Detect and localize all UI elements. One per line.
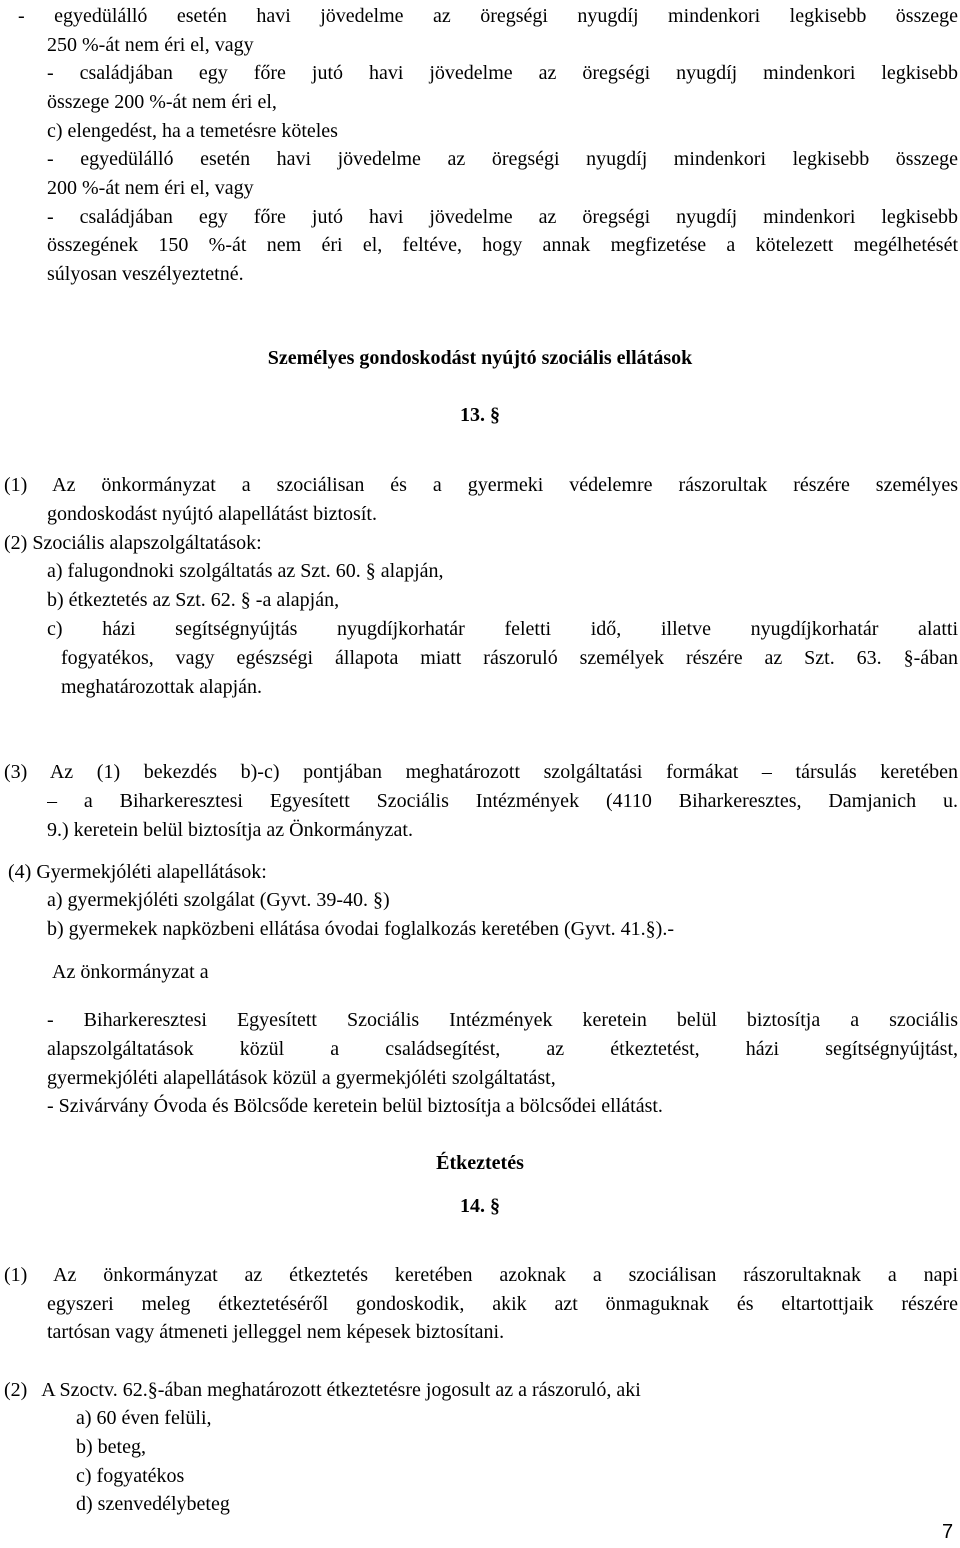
s14-p1-line-1: (1) Az önkormányzat az étkeztetés keretében azoknak a szociálisan rászorultaknak a napi: [4, 1264, 958, 1286]
intro-line-4: összege 200 %-át nem éri el,: [47, 91, 277, 113]
s13-p4-heading: (4) Gyermekjóléti alapellátások:: [8, 861, 267, 883]
intro-line-3: - családjában egy főre jutó havi jövedelme az öregségi nyugdíj mindenkori legkisebb: [47, 62, 958, 84]
intro-line-6: - egyedülálló esetén havi jövedelme az öregségi nyugdíj mindenkori legkisebb összege: [47, 148, 958, 170]
section-14-heading: Étkeztetés: [436, 1152, 524, 1174]
s13-p5: Az önkormányzat a: [52, 961, 209, 983]
s13-p4-item-a: a) gyermekjóléti szolgálat (Gyvt. 39-40. §): [47, 889, 390, 911]
s13-p6-line-1: - Biharkeresztesi Egyesített Szociális Intézmények keretein belül biztosítja a szociális: [47, 1009, 958, 1031]
s14-p2-heading: (2) A Szoctv. 62.§-ában meghatározott étkeztetésre jogosult az a rászoruló, aki: [4, 1379, 641, 1401]
intro-line-7: 200 %-át nem éri el, vagy: [47, 177, 254, 199]
s13-p3-line-1: (3) Az (1) bekezdés b)-c) pontjában meghatározott szolgáltatási formákat – társulás keretében: [4, 761, 958, 783]
s13-p6-line-2: alapszolgáltatások közül a családsegítést, az étkeztetést, házi segítségnyújtást,: [47, 1038, 958, 1060]
s14-p2-item-a: a) 60 éven felüli,: [76, 1407, 212, 1429]
s13-p4-item-b: b) gyermekek napközbeni ellátása óvodai foglalkozás keretében (Gyvt. 41.§).-: [47, 918, 674, 940]
s14-p2-item-d: d) szenvedélybeteg: [76, 1493, 230, 1515]
s13-p3-line-2: – a Biharkeresztesi Egyesített Szociális Intézmények (4110 Biharkeresztes, Damjanich u.: [47, 790, 958, 812]
s13-p3-line-3: 9.) keretein belül biztosítja az Önkormányzat.: [47, 819, 413, 841]
s14-p2-item-c: c) fogyatékos: [76, 1465, 185, 1487]
intro-line-8: - családjában egy főre jutó havi jövedelme az öregségi nyugdíj mindenkori legkisebb: [47, 206, 958, 228]
s13-p1-line-1: (1) Az önkormányzat a szociálisan és a gyermeki védelemre rászorultak részére személyes: [4, 474, 958, 496]
section-13-number: 13. §: [460, 404, 500, 426]
s14-p1-line-2: egyszeri meleg étkeztetéséről gondoskodik, akik azt önmaguknak és eltartottjaik részére: [47, 1293, 958, 1315]
section-14-number: 14. §: [460, 1195, 500, 1217]
s13-p1-line-2: gondoskodást nyújtó alapellátást biztosít.: [47, 503, 377, 525]
s13-p2-heading: (2) Szociális alapszolgáltatások:: [4, 532, 262, 554]
intro-line-10: súlyosan veszélyeztetné.: [47, 263, 244, 285]
s13-p7: - Szivárvány Óvoda és Bölcsőde keretein belül biztosítja a bölcsődei ellátást.: [47, 1095, 663, 1117]
s13-p2-item-c-line-1: c) házi segítségnyújtás nyugdíjkorhatár feletti idő, illetve nyugdíjkorhatár alatti: [47, 618, 958, 640]
s13-p6-line-3: gyermekjóléti alapellátások közül a gyermekjóléti szolgáltatást,: [47, 1067, 556, 1089]
page-number: 7: [942, 1521, 954, 1543]
s13-p2-item-a: a) falugondnoki szolgáltatás az Szt. 60. § alapján,: [47, 560, 444, 582]
s14-p2-item-b: b) beteg,: [76, 1436, 146, 1458]
intro-line-2: 250 %-át nem éri el, vagy: [47, 34, 254, 56]
intro-line-9: összegének 150 %-át nem éri el, feltéve, hogy annak megfizetése a kötelezett megélhetését: [47, 234, 958, 256]
s14-p1-line-3: tartósan vagy átmeneti jelleggel nem képesek biztosítani.: [47, 1321, 505, 1343]
section-13-heading: Személyes gondoskodást nyújtó szociális ellátások: [267, 347, 693, 369]
s13-p2-item-b: b) étkeztetés az Szt. 62. § -a alapján,: [47, 589, 340, 611]
intro-line-1: - egyedülálló esetén havi jövedelme az öregségi nyugdíj mindenkori legkisebb összege: [18, 5, 958, 27]
s13-p2-item-c-line-3: meghatározottak alapján.: [61, 676, 263, 698]
s13-p2-item-c-line-2: fogyatékos, vagy egészségi állapota miatt rászoruló személyek részére az Szt. 63. §-ában: [61, 647, 958, 669]
intro-line-5: c) elengedést, ha a temetésre köteles: [47, 120, 338, 142]
